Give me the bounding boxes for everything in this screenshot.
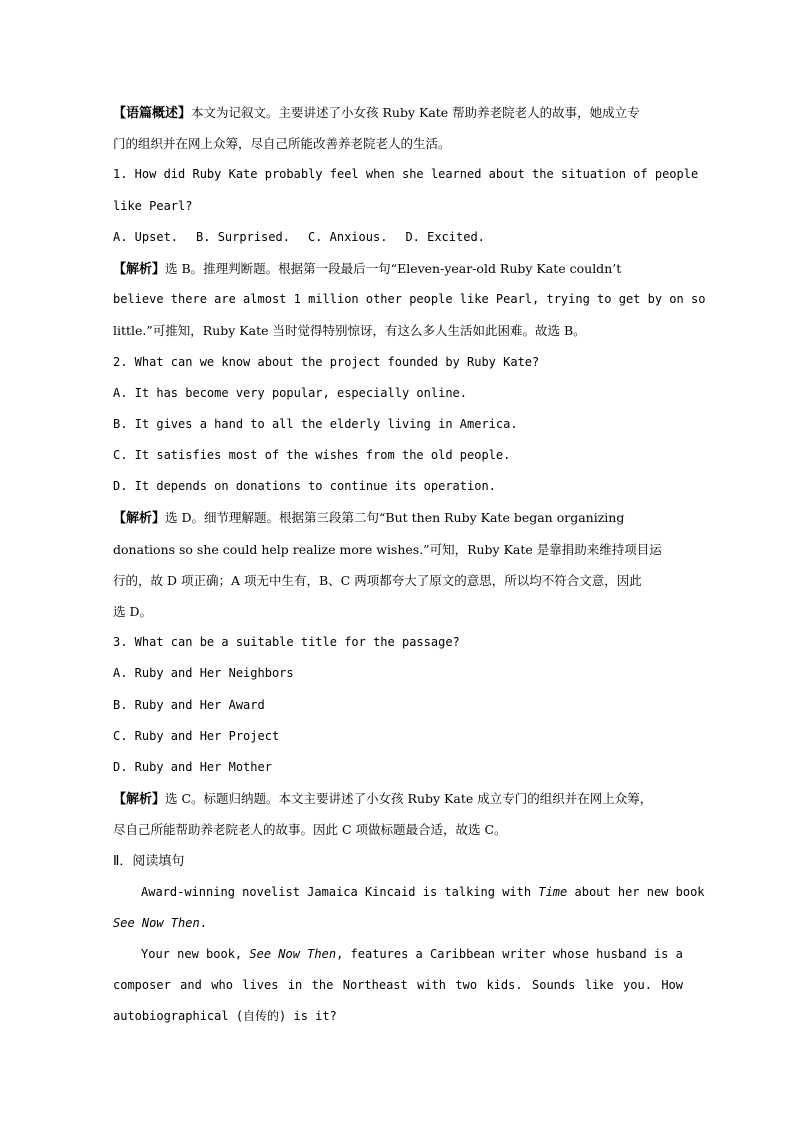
- passage-p2-book-title: See Now Then: [249, 947, 337, 962]
- q2-analysis-line-4: 选 D。: [113, 604, 152, 619]
- q3-option-a: A. Ruby and Her Neighbors: [113, 666, 294, 681]
- q3-analysis-line-2: 尽自己所能帮助养老院老人的故事。因此 C 项做标题最合适，故选 C。: [113, 822, 507, 838]
- passage-p1-text-b: about her new book: [567, 884, 705, 899]
- q1-option-d: D. Excited.: [405, 229, 485, 244]
- passage-p2-line-2: composer and who lives in the Northeast with two kids. Sounds like you. How: [113, 978, 683, 993]
- passage-p2-line-1: [113, 939, 683, 970]
- q2-option-a: A. It has become very popular, especially online.: [113, 385, 468, 400]
- summary-line-2: 门的组织并在网上众筹，尽自己所能改善养老院老人的生活。: [113, 136, 451, 152]
- q2-option-c: C. It satisfies most of the wishes from the old people.: [113, 448, 511, 463]
- document-page: [113, 97, 706, 1033]
- q1-option-a: A. Upset.: [113, 229, 179, 244]
- q3-analysis-tag: 【解析】: [113, 792, 166, 808]
- q1-options: [113, 222, 683, 253]
- q1-analysis-line-3: little.”可推知，Ruby Kate 当时觉得特别惊讶，有这么多人生活如此困难。故选 B。: [113, 323, 586, 339]
- q2-analysis-text-1: 选 D。细节理解题。根据第三段第二句“But then Ruby Kate began organizing: [165, 510, 625, 526]
- summary-text-1: 本文为记叙文。主要讲述了小女孩 Ruby Kate 帮助养老院老人的故事，她成立专: [191, 105, 640, 120]
- q3-analysis-text-1: 选 C。标题归纳题。本文主要讲述了小女孩 Ruby Kate 成立专门的组织并在网上众筹，: [165, 791, 653, 807]
- passage-p1-period: .: [199, 915, 207, 930]
- q3-analysis-line-1: [113, 783, 683, 814]
- passage-p1-line-2: [113, 908, 683, 939]
- q1-option-b: B. Surprised.: [196, 229, 290, 244]
- q3-stem: 3. What can be a suitable title for the passage?: [113, 635, 460, 650]
- q3-option-c: C. Ruby and Her Project: [113, 728, 280, 743]
- q2-analysis-line-3: 行的，故 D 项正确；A 项无中生有，B、C 两项都夸大了原文的意思，所以均不符合文意，因此: [113, 572, 642, 588]
- passage-p2-text-a: Your new book,: [141, 947, 250, 962]
- q1-option-c: C. Anxious.: [307, 229, 388, 244]
- passage-p1-book-title: See Now Then: [113, 915, 200, 930]
- passage-p1-line-1: [113, 877, 705, 908]
- summary-line-1: [113, 97, 683, 128]
- passage-p2-line-3: autobiographical (自传的) is it?: [113, 1009, 337, 1024]
- section-heading: Ⅱ．阅读填句: [113, 853, 185, 869]
- q3-option-b: B. Ruby and Her Award: [113, 697, 265, 712]
- q1-stem-line-2: like Pearl?: [113, 198, 193, 213]
- summary-tag: 【语篇概述】: [113, 106, 192, 121]
- passage-p1-title-time: Time: [538, 884, 568, 899]
- q2-stem: 2. What can we know about the project founded by Ruby Kate?: [113, 354, 540, 369]
- q2-option-d: D. It depends on donations to continue its operation.: [113, 479, 496, 494]
- passage-p2-text-b: , features a Caribbean writer whose husband is a: [336, 947, 683, 962]
- q1-analysis-line-1: [113, 253, 683, 284]
- q1-analysis-line-2: believe there are almost 1 million other people like Pearl, trying to get by on so: [113, 292, 706, 307]
- q1-analysis-tag: 【解析】: [113, 261, 166, 277]
- q1-analysis-text-1: 选 B。推理判断题。根据第一段最后一句“Eleven-year-old Ruby Kate couldn’t: [165, 260, 622, 276]
- passage-p1-text-a: Award-winning novelist Jamaica Kincaid is talking with: [141, 884, 539, 899]
- q2-option-b: B. It gives a hand to all the elderly living in America.: [113, 416, 518, 431]
- q3-option-d: D. Ruby and Her Mother: [113, 759, 272, 774]
- q2-analysis-tag: 【解析】: [113, 511, 166, 527]
- q2-analysis-line-2: donations so she could help realize more wishes.”可知，Ruby Kate 是靠捐助来维持项目运: [113, 541, 662, 557]
- q2-analysis-line-1: [113, 502, 683, 533]
- q1-stem-line-1: 1. How did Ruby Kate probably feel when she learned about the situation of people: [113, 167, 699, 182]
